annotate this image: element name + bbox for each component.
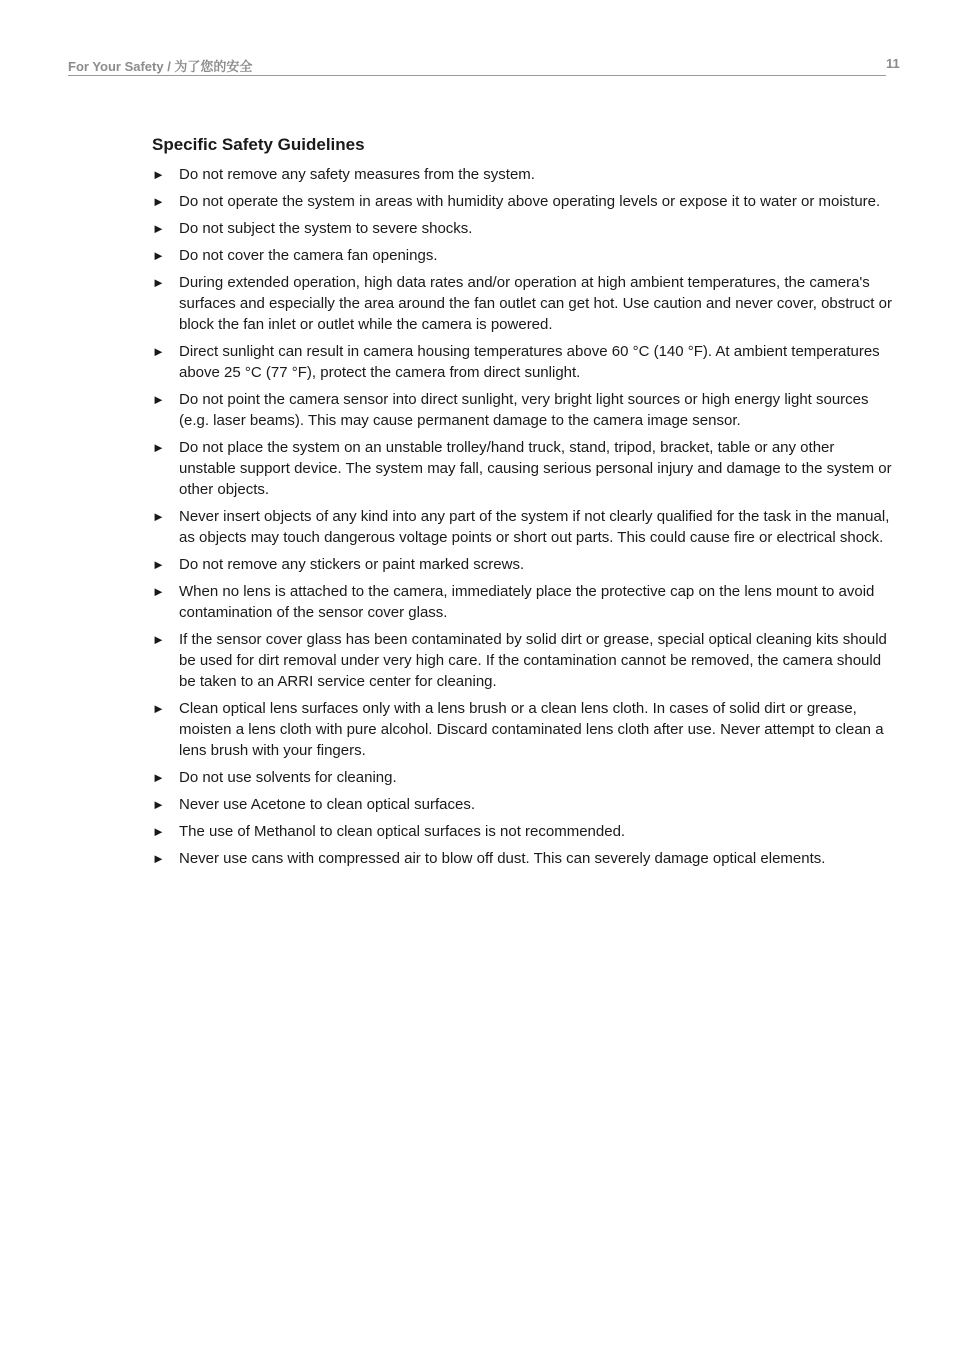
guideline-text: Clean optical lens surfaces only with a lens brush or a clean lens cloth. In cases of solid dirt or grease, moisten a lens cloth with pure alcohol. Discard contaminated lens cloth after use. Never attempt to clean a lens brush with your fingers. xyxy=(179,700,884,759)
guideline-text: Do not subject the system to severe shocks. xyxy=(179,220,473,237)
guideline-text: During extended operation, high data rates and/or operation at high ambient temperatures, the camera's surfaces and especially the area around the fan outlet can get hot. Use caution and never cover, obstruct or block the fan inlet or outlet while the camera is powered. xyxy=(179,274,892,333)
guideline-item xyxy=(152,164,892,185)
guideline-text: Do not remove any stickers or paint marked screws. xyxy=(179,556,525,573)
section-heading: Specific Safety Guidelines xyxy=(152,135,365,154)
guideline-text: Direct sunlight can result in camera housing temperatures above 60 °C (140 °F). At ambient temperatures above 25 °C (77 °F), protect the camera from direct sunlight. xyxy=(179,343,880,381)
guideline-list xyxy=(152,164,892,869)
bullet-triangle-icon: ► xyxy=(152,770,165,785)
guideline-item xyxy=(152,821,892,842)
bullet-triangle-icon: ► xyxy=(152,797,165,812)
guideline-item xyxy=(152,437,892,500)
guideline-item xyxy=(152,191,892,212)
guideline-text: When no lens is attached to the camera, immediately place the protective cap on the lens mount to avoid contamination of the sensor cover glass. xyxy=(179,583,875,621)
guideline-text: Never use cans with compressed air to blow off dust. This can severely damage optical elements. xyxy=(179,850,826,867)
bullet-triangle-icon: ► xyxy=(152,248,165,263)
bullet-triangle-icon: ► xyxy=(152,557,165,572)
bullet-triangle-icon: ► xyxy=(152,221,165,236)
bullet-triangle-icon: ► xyxy=(152,824,165,839)
guideline-item xyxy=(152,698,892,761)
guideline-text: Do not point the camera sensor into direct sunlight, very bright light sources or high energy light sources (e.g. laser beams). This may cause permanent damage to the camera image sensor. xyxy=(179,391,869,429)
guideline-item xyxy=(152,218,892,239)
guideline-text: Do not operate the system in areas with humidity above operating levels or expose it to water or moisture. xyxy=(179,193,881,210)
bullet-triangle-icon: ► xyxy=(152,344,165,359)
guideline-text: Never insert objects of any kind into any part of the system if not clearly qualified for the task in the manual, as objects may touch dangerous voltage points or short out parts. This could cause fire or electrical shock. xyxy=(179,508,890,546)
page-number: 11 xyxy=(886,56,900,71)
guideline-item xyxy=(152,767,892,788)
guideline-item xyxy=(152,389,892,431)
header-title: For Your Safety / 为了您的安全 xyxy=(68,59,253,74)
guideline-text: Do not use solvents for cleaning. xyxy=(179,769,397,786)
bullet-triangle-icon: ► xyxy=(152,194,165,209)
page-header xyxy=(68,55,886,76)
guideline-item xyxy=(152,245,892,266)
guideline-text: Do not place the system on an unstable trolley/hand truck, stand, tripod, bracket, table or any other unstable support device. The system may fall, causing serious personal injury and damage to the system or other objects. xyxy=(179,439,892,498)
guideline-item xyxy=(152,272,892,335)
main-content xyxy=(152,134,892,875)
bullet-triangle-icon: ► xyxy=(152,167,165,182)
bullet-triangle-icon: ► xyxy=(152,851,165,866)
bullet-triangle-icon: ► xyxy=(152,632,165,647)
bullet-triangle-icon: ► xyxy=(152,440,165,455)
bullet-triangle-icon: ► xyxy=(152,275,165,290)
guideline-item xyxy=(152,848,892,869)
guideline-text: Never use Acetone to clean optical surfaces. xyxy=(179,796,476,813)
guideline-text: Do not remove any safety measures from the system. xyxy=(179,166,535,183)
bullet-triangle-icon: ► xyxy=(152,392,165,407)
guideline-text: The use of Methanol to clean optical surfaces is not recommended. xyxy=(179,823,626,840)
bullet-triangle-icon: ► xyxy=(152,584,165,599)
guideline-item xyxy=(152,581,892,623)
bullet-triangle-icon: ► xyxy=(152,701,165,716)
guideline-text: If the sensor cover glass has been contaminated by solid dirt or grease, special optical cleaning kits should be used for dirt removal under very high care. If the contamination cannot be removed, the camera should be taken to an ARRI service center for cleaning. xyxy=(179,631,887,690)
guideline-item xyxy=(152,794,892,815)
guideline-item xyxy=(152,506,892,548)
guideline-item xyxy=(152,341,892,383)
bullet-triangle-icon: ► xyxy=(152,509,165,524)
guideline-item xyxy=(152,629,892,692)
guideline-text: Do not cover the camera fan openings. xyxy=(179,247,438,264)
guideline-item xyxy=(152,554,892,575)
